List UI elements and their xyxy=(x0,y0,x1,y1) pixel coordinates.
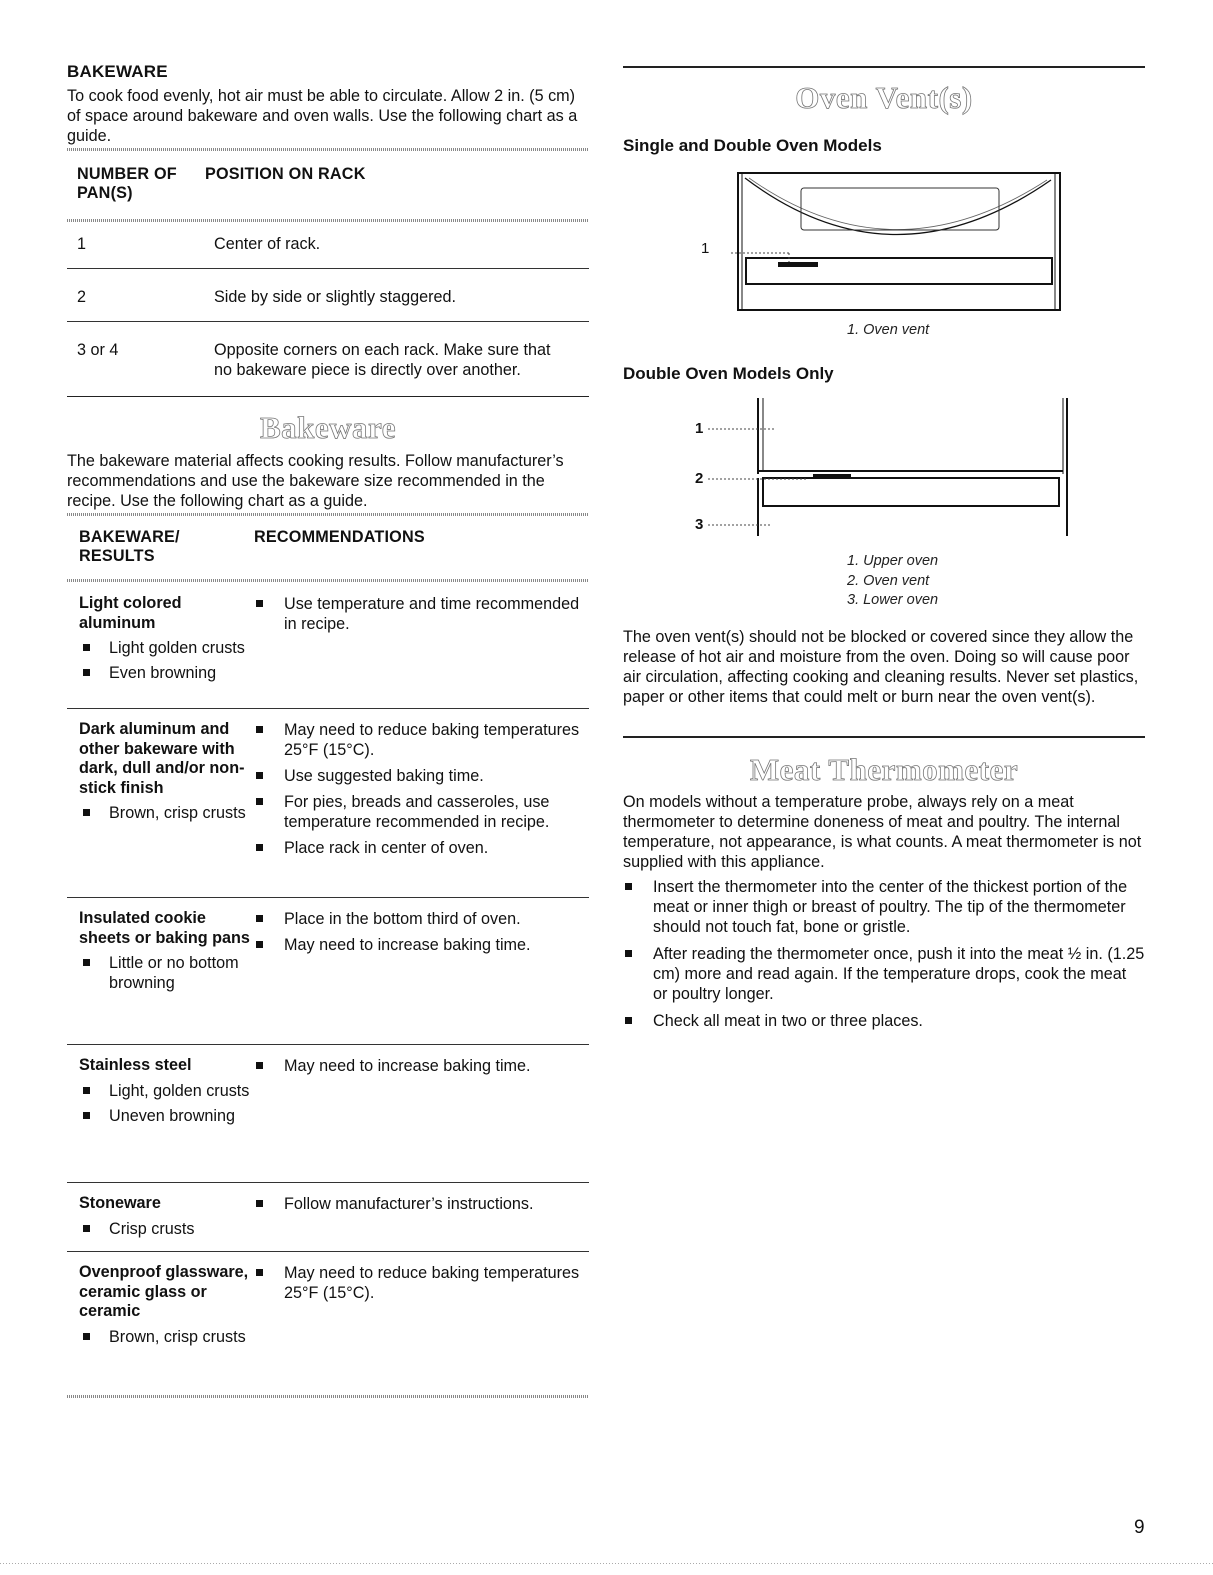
figure-caption-list xyxy=(847,552,938,611)
bakeware-type-cell xyxy=(79,1263,254,1385)
header-recommendations: RECOMMENDATIONS xyxy=(254,528,425,546)
header-bakeware-results: BAKEWARE/ RESULTS xyxy=(79,528,180,565)
table-row xyxy=(67,222,589,269)
double-oven-illustration xyxy=(683,396,1083,544)
callout-1: 1 xyxy=(701,240,710,257)
meat-thermometer-intro: On models without a temperature probe, always rely on a meat thermometer to determine doneness of meat and poultry. The internal temperature, not appearance, is what counts. A meat thermometer is not supplied with this appliance. xyxy=(623,793,1142,871)
single-oven-vent-figure xyxy=(693,170,1073,320)
pan-position: Opposite corners on each rack. Make sure that no bakeware piece is directly over another. xyxy=(214,341,551,379)
result-item: Crisp crusts xyxy=(79,1219,254,1239)
recommendation-item: May need to reduce baking temperatures 25°F (15°C). xyxy=(254,720,584,760)
bakeware-type-cell xyxy=(79,1056,254,1172)
recommendation-cell xyxy=(254,720,584,887)
bakeware-name: Insulated cookie sheets or baking pans xyxy=(79,909,250,947)
callout-3: 3 xyxy=(695,516,704,533)
table-row xyxy=(67,1183,589,1252)
pan-count: 2 xyxy=(77,288,87,306)
result-item: Even browning xyxy=(79,663,254,683)
table-row xyxy=(67,1045,589,1183)
table-row xyxy=(67,1252,589,1395)
bakeware-heading: BAKEWARE xyxy=(67,62,168,81)
recommendation-item: Use suggested baking time. xyxy=(254,766,584,786)
section-divider xyxy=(67,396,589,397)
oven-vents-body: The oven vent(s) should not be blocked or covered since they allow the release of hot air and moisture from the oven. Doing so will cause poor air circulation, affecting cooking and cleaning results. Never set plastics, paper or other items that could melt or burn near the oven vent(s). xyxy=(623,628,1139,706)
bakeware-intro: To cook food evenly, hot air must be able to circulate. Allow 2 in. (5 cm) of space around bakeware and oven walls. Use the following chart as a guide. xyxy=(67,87,578,145)
bakeware-name: Ovenproof glassware, ceramic glass or ceramic xyxy=(79,1263,249,1320)
double-oven-vent-figure xyxy=(683,396,1083,544)
pan-position: Side by side or slightly staggered. xyxy=(214,288,457,306)
pan-table-header xyxy=(67,151,589,219)
callout-1: 1 xyxy=(695,420,704,437)
bakeware-name: Stainless steel xyxy=(79,1056,192,1074)
pan-count: 3 or 4 xyxy=(77,341,119,359)
bakeware-name: Stoneware xyxy=(79,1194,161,1212)
recommendation-item: Place in the bottom third of oven. xyxy=(254,909,584,929)
bakeware-material-intro: The bakeware material affects cooking results. Follow manufacturer’s recommendations and use the bakeware size recommended in the recipe. Use the following chart as a guide. xyxy=(67,452,564,510)
recommendation-item: May need to reduce baking temperatures 25°F (15°C). xyxy=(254,1263,584,1303)
page-edge-rule xyxy=(0,1563,1213,1564)
list-item: Check all meat in two or three places. xyxy=(623,1011,1145,1031)
meat-thermometer-title: Meat Thermometer xyxy=(749,752,1019,787)
table-row xyxy=(67,269,589,322)
result-item: Brown, crisp crusts xyxy=(79,1327,254,1347)
bakeware-type-cell xyxy=(79,720,254,887)
recommendation-item: Use temperature and time recommended in recipe. xyxy=(254,594,584,634)
double-only-heading: Double Oven Models Only xyxy=(623,364,834,383)
recommendation-item: Place rack in center of oven. xyxy=(254,838,584,858)
bakeware-material-title: Bakeware xyxy=(259,410,397,445)
result-item: Little or no bottom browning xyxy=(79,953,254,993)
oven-front-illustration xyxy=(693,170,1073,320)
header-position-on-rack: POSITION ON RACK xyxy=(205,165,366,183)
table-row xyxy=(67,322,589,394)
recommendation-item: Follow manufacturer’s instructions. xyxy=(254,1194,584,1214)
figure-caption: 1. Upper oven xyxy=(847,553,939,569)
pan-position-table xyxy=(67,148,589,394)
table-bottom-rule xyxy=(67,1395,589,1398)
bakeware-name: Light colored aluminum xyxy=(79,594,182,632)
recommendation-cell xyxy=(254,1263,584,1385)
section-divider xyxy=(623,66,1145,68)
section-divider xyxy=(623,736,1145,738)
recommendation-cell xyxy=(254,1056,584,1172)
header-number-of-pans: NUMBER OF PAN(S) xyxy=(77,165,177,202)
result-item: Uneven browning xyxy=(79,1106,254,1126)
bakeware-table-header xyxy=(67,516,589,579)
recommendation-item: May need to increase baking time. xyxy=(254,1056,584,1076)
bakeware-results-table xyxy=(67,513,589,1398)
table-row xyxy=(67,582,589,709)
recommendation-item: For pies, breads and casseroles, use temperature recommended in recipe. xyxy=(254,792,584,832)
recommendation-cell xyxy=(254,909,584,1034)
table-row xyxy=(67,709,589,898)
oven-vents-title: Oven Vent(s) xyxy=(795,80,973,115)
recommendation-cell xyxy=(254,594,584,698)
callout-2: 2 xyxy=(695,470,704,487)
bakeware-name: Dark aluminum and other bakeware with dark, dull and/or non-stick finish xyxy=(79,720,245,797)
page-number: 9 xyxy=(1134,1517,1145,1538)
recommendation-cell xyxy=(254,1194,584,1241)
table-row xyxy=(67,898,589,1045)
figure-caption: 3. Lower oven xyxy=(847,592,939,608)
bakeware-type-cell xyxy=(79,594,254,698)
figure-caption: 1. Oven vent xyxy=(847,322,930,338)
pan-count: 1 xyxy=(77,235,87,253)
bakeware-type-cell xyxy=(79,1194,254,1241)
bakeware-type-cell xyxy=(79,909,254,1034)
result-item: Light, golden crusts xyxy=(79,1081,254,1101)
result-item: Brown, crisp crusts xyxy=(79,803,254,823)
pan-position: Center of rack. xyxy=(214,235,321,253)
meat-thermometer-list xyxy=(623,877,1145,1038)
result-item: Light golden crusts xyxy=(79,638,254,658)
figure-caption: 2. Oven vent xyxy=(847,572,930,589)
single-double-heading: Single and Double Oven Models xyxy=(623,136,882,155)
list-item: Insert the thermometer into the center of the thickest portion of the meat or inner thigh or breast of poultry. The tip of the thermometer should not touch fat, bone or gristle. xyxy=(623,877,1145,937)
list-item: After reading the thermometer once, push it into the meat ½ in. (1.25 cm) more and read again. If the temperature drops, cook the meat or poultry longer. xyxy=(623,944,1145,1004)
recommendation-item: May need to increase baking time. xyxy=(254,935,584,955)
